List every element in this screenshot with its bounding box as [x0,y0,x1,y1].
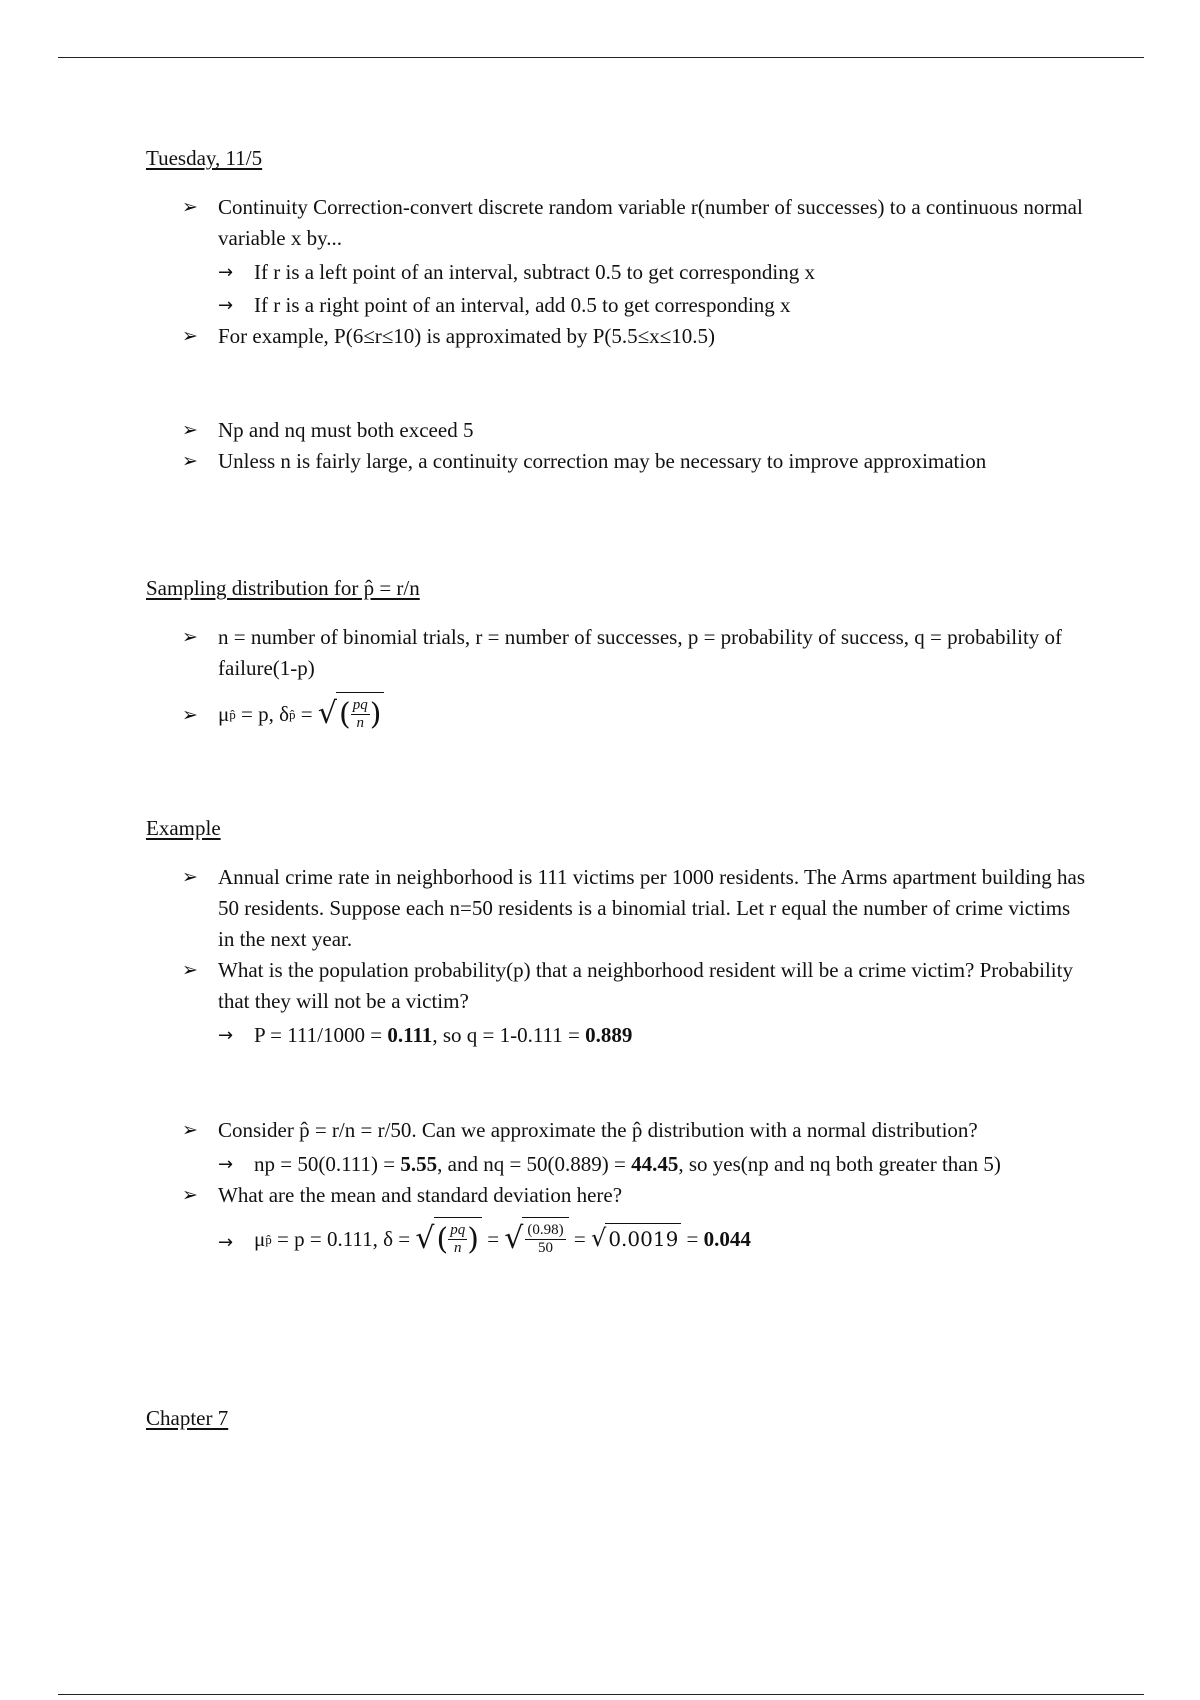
arrowhead-bullet-icon: ➢ [182,196,198,218]
bullet-text: What are the mean and standard deviation here? [218,1183,623,1207]
example-heading: Example [146,816,221,840]
date-heading: Tuesday, 11/5 [146,146,263,170]
bullet-text: n = number of binomial trials, r = number of successes, p = probability of success, q = probability of failure(1-p) [218,625,1063,680]
conditions-list [146,415,1086,477]
arrowhead-bullet-icon: ➢ [182,626,198,648]
sub-item: → P = 111/1000 = 0.111, so q = 1-0.111 = 0.889 [218,1020,1086,1051]
arrowhead-bullet-icon: ➢ [182,1184,198,1206]
list-item [146,622,1086,684]
list-item [146,446,1086,477]
bullet-text: Np and nq must both exceed 5 [218,418,474,442]
right-arrow-icon: → [218,262,234,283]
right-arrow-icon: → [218,1025,234,1046]
list-item [146,192,1086,321]
arrowhead-bullet-icon: ➢ [182,704,198,726]
arrowhead-bullet-icon: ➢ [182,959,198,981]
right-arrow-icon: → [218,1232,234,1253]
sub-text: If r is a right point of an interval, add 0.5 to get corresponding x [254,293,791,317]
right-arrow-icon: → [218,1154,234,1175]
bullet-text: For example, P(6≤r≤10) is approximated by P(5.5≤x≤10.5) [218,324,715,348]
list-item [146,415,1086,446]
list-item [146,955,1086,1051]
right-arrow-icon: → [218,295,234,316]
bullet-text: Annual crime rate in neighborhood is 111 victims per 1000 residents. The Arms apartment building has 50 residents. Suppose each n=50 residents is a binomial trial. Let r equal the number of crime victims in the next year. [218,865,1086,951]
sqrt-expression: √ 0.0019 [591,1223,681,1255]
arrowhead-bullet-icon: ➢ [182,1119,198,1141]
sampling-list [146,622,1086,736]
top-rule [58,57,1144,58]
arrowhead-bullet-icon: ➢ [182,419,198,441]
sub-text: If r is a left point of an interval, subtract 0.5 to get corresponding x [254,260,816,284]
sqrt-expression: √ $\frac{(0.98)}{50}$ [504,1217,568,1261]
list-item [146,862,1086,955]
list-item [146,1180,1086,1261]
bottom-rule [58,1694,1144,1695]
list-item [146,1115,1086,1180]
list-item [146,692,1086,736]
list-item [146,321,1086,352]
arrowhead-bullet-icon: ➢ [182,325,198,347]
sub-item: → np = 50(0.111) = 5.55, and nq = 50(0.889) = 44.45, so yes(np and nq both greater than 5) [218,1149,1086,1180]
continuity-list [146,192,1086,352]
bullet-text: What is the population probability(p) that a neighborhood resident will be a crime victim? Probability that they will not be a victim? [218,958,1073,1013]
example-list [146,862,1086,1051]
chapter-heading: Chapter 7 [146,1406,229,1430]
mean-sd-formula: μ p̂ = p = 0.111, δ = √ ( $\frac{pq}{n}$ ) = √ $\frac{(0.98)}{50}$ = √ 0.0019 = 0.044 [254,1217,751,1261]
approximation-list [146,1115,1086,1261]
sub-item [218,290,1086,321]
bullet-text: Continuity Correction-convert discrete random variable r(number of successes) to a continuous normal variable x by... [218,195,1083,250]
arrowhead-bullet-icon: ➢ [182,866,198,888]
sampling-formula: μ p̂ = p, δ p̂ = √ ( $\frac{pq}{n}$ ) [218,692,384,736]
bullet-text: Consider p̂ = r/n = r/50. Can we approximate the p̂ distribution with a normal distribution? [218,1118,978,1142]
bullet-text: Unless n is fairly large, a continuity correction may be necessary to improve approximation [218,449,987,473]
sqrt-expression: √ ( $\frac{pq}{n}$ ) [415,1217,482,1261]
arrowhead-bullet-icon: ➢ [182,450,198,472]
sampling-heading: Sampling distribution for p̂ = r/n [146,576,420,600]
sqrt-expression: √ ( $\frac{pq}{n}$ ) [318,692,385,736]
sub-item [218,1217,1086,1261]
sub-item [218,257,1086,288]
